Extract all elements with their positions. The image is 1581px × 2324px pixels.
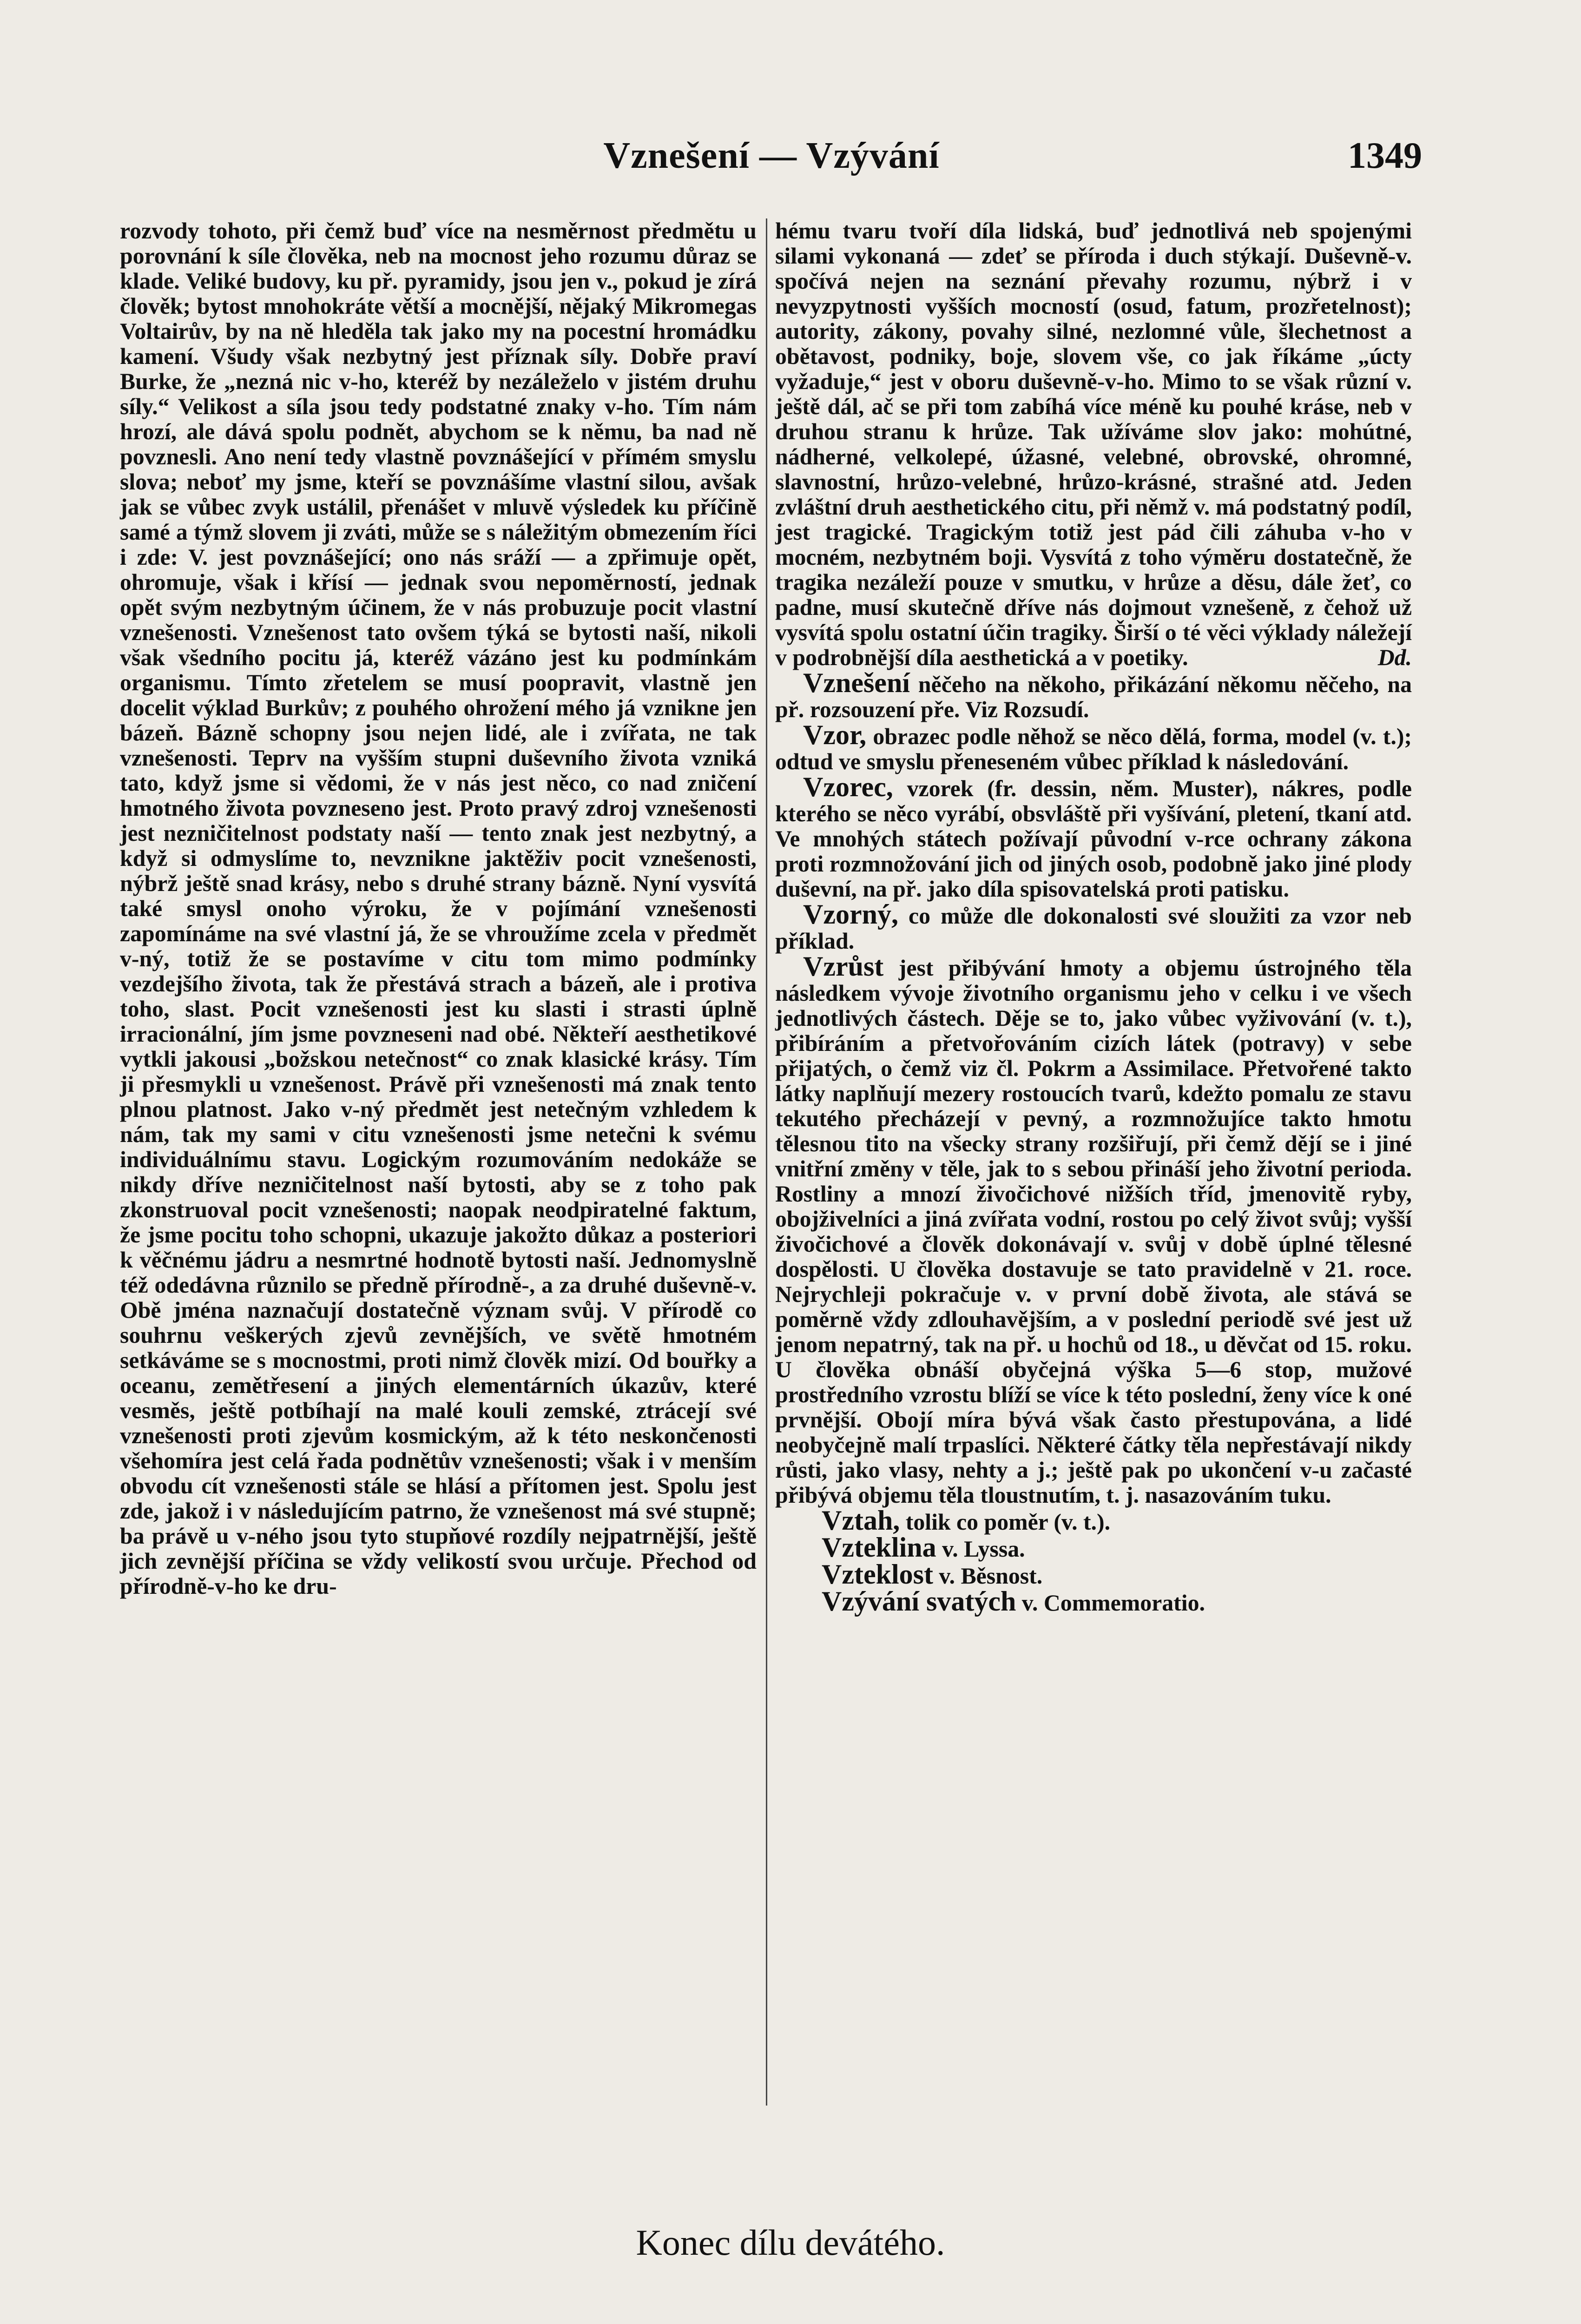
entry-head: Vzteklost [822, 1559, 933, 1590]
running-header [121, 135, 1422, 186]
entry-vzorny: Vzorný, co může dle dokonalosti své sloužiti za vzor neb příklad. [775, 899, 1412, 954]
right-column [775, 218, 1412, 1616]
entry-head: Vzor, [803, 720, 867, 750]
continuation-text: hému tvaru tvoří díla lidská, buď jednotlivá neb spojenými silami vykonaná — zdeť se příroda i duch stýkají. Duševně-v. spočívá nejen na seznání převahy rozumu, nýbrž i v nevyzpytnosti vyšších mocností (osud, fatum, prozřetelnost); autority, zákony, povahy silné, nezlomné vůle, šlechetnost a obětavost, podniky, boje, slovem vše, co jak říkáme „úcty vyžaduje,“ jest v oboru duševně-v-ho. Mimo to se však různí v. ještě dál, ač se při tom zabíhá více méně ku pouhé kráse, neb v druhou stranu k hrůze. Tak užíváme slov jako: mohútné, nádherné, velkolepé, úžasné, velebné, obrovské, ohromné, slavnostní, hrůzo-velebné, hrůzo-krásné, strašné atd. Jeden zvláštní druh aesthetického citu, při němž v. má podstatný podíl, jest tragické. Tragickým totiž jest pád čili záhuba v-ho v mocném, nezbytném boji. Vysvítá z toho výměru dostatečně, že tragika nezáleží pouze v smutku, v hrůze a děsu, dále žeť, co padne, musí skutečně dříve nás dojmout vznešeně, z čehož už vysvítá spolu ostatní účin tragiky. Širší o té věci výklady náležejí v podrobnější díla aesthetická a v poetiky. Dd. [775, 218, 1412, 670]
entry-head: Vztah, [822, 1505, 900, 1536]
entry-head: Vzorec, [803, 772, 893, 802]
author-initials: Dd. [1377, 645, 1412, 670]
entry-head: Vzorný, [803, 899, 898, 930]
entry-vzyvani: Vzývání svatých v. Commemoratio. [822, 1586, 1205, 1617]
left-column-text: rozvody tohoto, při čemž buď více na nesměrnost předmětu u porovnání k síle člověka, neb na mocnost jeho rozumu důraz se klade. Veliké budovy, ku př. pyramidy, jsou jen v., pokud je zírá člověk; bytost mnohokráte větší a mocnější, nějaký Mikromegas Voltairův, by na ně hleděla tak jako my na pocestní hromádku kamení. Všudy však nezbytný jest příznak síly. Dobře praví Burke, že „nezná nic v-ho, kteréž by nezáleželo v jistém druhu síly.“ Velikost a síla jsou tedy podstatné znaky v-ho. Tím nám hrozí, ale dává spolu podnět, abychom se k němu, ba nad ně povznesli. Ano není tedy vlastně povznášející v přímém smyslu slova; neboť my jsme, kteří se povznášíme vlastní silou, avšak jak se vůbec zvyk ustálil, přenášet v mluvě výsledek ku příčině samé a týmž slovem ji zváti, může se s náležitým obmezením říci i zde: V. jest povznášející; ono nás sráží — a zpřimuje opět, ohromuje, však i křísí — jednak svou nepoměrností, jednak opět svým nezbytným účinem, že v nás probuzuje pocit vlastní vznešenosti. Vznešenost tato ovšem týká se bytosti naší, nikoli však všedního pocitu já, kteréž vázáno jest ku podmínkám organismu. Tímto zřetelem se musí poopravit, vlastně jen docelit výklad Burkův; z pouhého ohrožení mého já vznikne jen bázeň. Bázně schopny jsou nejen lidé, ale i zvířata, ne tak vznešenosti. Teprv na vyšším stupni duševního života vzniká tato, když jsme si vědomi, že v nás jest něco, co nad zničení hmotného života povzneseno jest. Proto pravý zdroj vznešenosti jest nezničitelnost podstaty naší — tento znak jest nezbytný, a když si odmyslíme to, nevznikne jaktěživ pocit vznešenosti, nýbrž ještě snad krásy, nebo s druhé strany bázně. Nyní vysvítá také smysl onoho výroku, že v pojímání vznešenosti zapomínáme na své vlastní já, že se vhroužíme zcela v předmět v-ný, totiž že se postavíme v citu tom mimo podmínky vezdejšího života, tak že přestává strach a bázeň, ale i protiva toho, slast. Pocit vznešenosti jest ku slasti i strasti úplně irracionální, jím jsme povzneseni nad obé. Někteří aesthetikové vytkli jakousi „božskou netečnost“ co znak klasické krásy. Tím ji přesmykli u vznešenost. Právě při vznešenosti má znak tento plnou platnost. Jako v-ný předmět jest netečným vzhledem k nám, tak my sami v citu vznešenosti jsme netečni k svému individuálnímu stavu. Logickým rozumováním nedokáže se nikdy dříve nezničitelnost naší bytosti, aby se z toho pak zkonstruoval pocit vznešenosti; naopak neodpiratelné faktum, že jsme pocitu toho schopni, ukazuje jakožto důkaz a posteriori k věčnému jádru a nesmrtné hodnotě bytosti naší. Jednomyslně též odedávna různilo se předně přírodně-, a za druhé duševně-v. Obě jména naznačují dostatečně význam svůj. V přírodě co souhrnu veškerých zjevů zevnějších, ve světě hmotném setkáváme se s mocnostmi, proti nimž člověk mizí. Od bouřky a oceanu, zemětřesení a jiných elementárních úkazův, které vesměs, ještě potbíhají na malé kouli zemské, ztrácejí své vznešenosti proti zjevům kosmickým, až k této neskončenosti všehomíra jest celá řada podnětův vznešenosti; však i v menším obvodu cít vznešenosti stále se hlásí a přítomen jest. Spolu jest zde, jakož i v následujícím patrno, že vznešenost má své stupně; ba právě u v-ného jsou tyto stupňové rozdíly nejpatrnější, ještě jich zevnější příčina se vždy velikostí svou určuje. Přechod od přírodně-v-ho ke dru- [120, 218, 757, 1599]
entry-vzorec: Vzorec, vzorek (fr. dessin, něm. Muster), nákres, podle kterého se něco vyrábí, obsvláště při vyšívání, pletení, tkaní atd. Ve mnohých státech požívají původní v-rce ochrany zákona proti rozmnožování jich od jiných osob, podobně jako jiné plody duševní, na př. jako díla spisovatelská proti patisku. [775, 772, 1412, 902]
page-number: 1349 [1348, 135, 1422, 176]
entry-vztah: Vztah, tolik co poměr (v. t.). [822, 1505, 1111, 1536]
entry-vzor: Vzor, obrazec podle něhož se něco dělá, forma, model (v. t.); odtud ve smyslu přeneseném vůbec příklad k následování. [775, 720, 1412, 774]
entry-head: Vzteklina [822, 1532, 936, 1563]
left-column [120, 218, 757, 1599]
entry-vzrust: Vzrůst jest přibývání hmoty a objemu ústrojného těla následkem vývoje životního organismu jeho v celku i ve všech jednotlivých částech. Děje se to, jako vůbec vyživování (v. t.), přibíráním a přetvořováním cizích látek (potravy) v sebe přijatých, o čemž viz čl. Pokrm a Assimilace. Přetvořené takto látky naplňují mezery rostoucích tvarů, kdežto pomalu ze stavu tekutého přecházejí v pevný, a rozmnožujíce takto hmotu tělesnou tito na všecky strany rozšiřují, při čemž dějí se i jiné vnitřní změny v těle, jak to s sebou přináší jeho životní perioda. Rostliny a mnozí živočichové nižších tříd, jmenovitě ryby, obojživelníci a jiná zvířata vodní, rostou po celý život svůj; vyšší živočichové a člověk dokonávají v. svůj v době úplné tělesné dospělosti. U člověka dostavuje se tato pravidelně v 21. roce. Nejrychleji pokračuje v. v první době života, ale stává se poměrně vždy zdlouhavějším, a v poslední periodě své jest už jenom nepatrný, tak na př. u hochů od 18., u děvčat od 15. roku. U člověka obnáší obyčejná výška 5—6 stop, mužové prostředního vzrostu blíží se více k této poslední, ženy více k oné prvnější. Obojí míra bývá však často přestupována, a lidé neobyčejně malí trpaslíci. Některé čátky těla nepřestávají nikdy růsti, jako vlasy, nehty a j.; ještě pak po ukončení v-u začasté přibývá objemu těla tloustnutím, t. j. nasazováním tuku. [775, 951, 1412, 1508]
entry-vzteklina: Vzteklina v. Lyssa. [822, 1532, 1025, 1563]
page-title: Vznešení — Vzývání [603, 135, 940, 176]
entry-vzteklost: Vzteklost v. Běsnost. [822, 1559, 1043, 1590]
entry-vzneseni: Vznešení něčeho na někoho, přikázání někomu něčeho, na př. rozsouzení pře. Viz Rozsudí. [775, 667, 1412, 722]
entry-head: Vznešení [803, 667, 910, 698]
end-of-volume-note: Konec dílu devátého. [636, 2222, 945, 2263]
column-divider [766, 218, 767, 2106]
entry-head: Vzývání svatých [822, 1586, 1016, 1617]
entry-head: Vzrůst [803, 951, 884, 982]
